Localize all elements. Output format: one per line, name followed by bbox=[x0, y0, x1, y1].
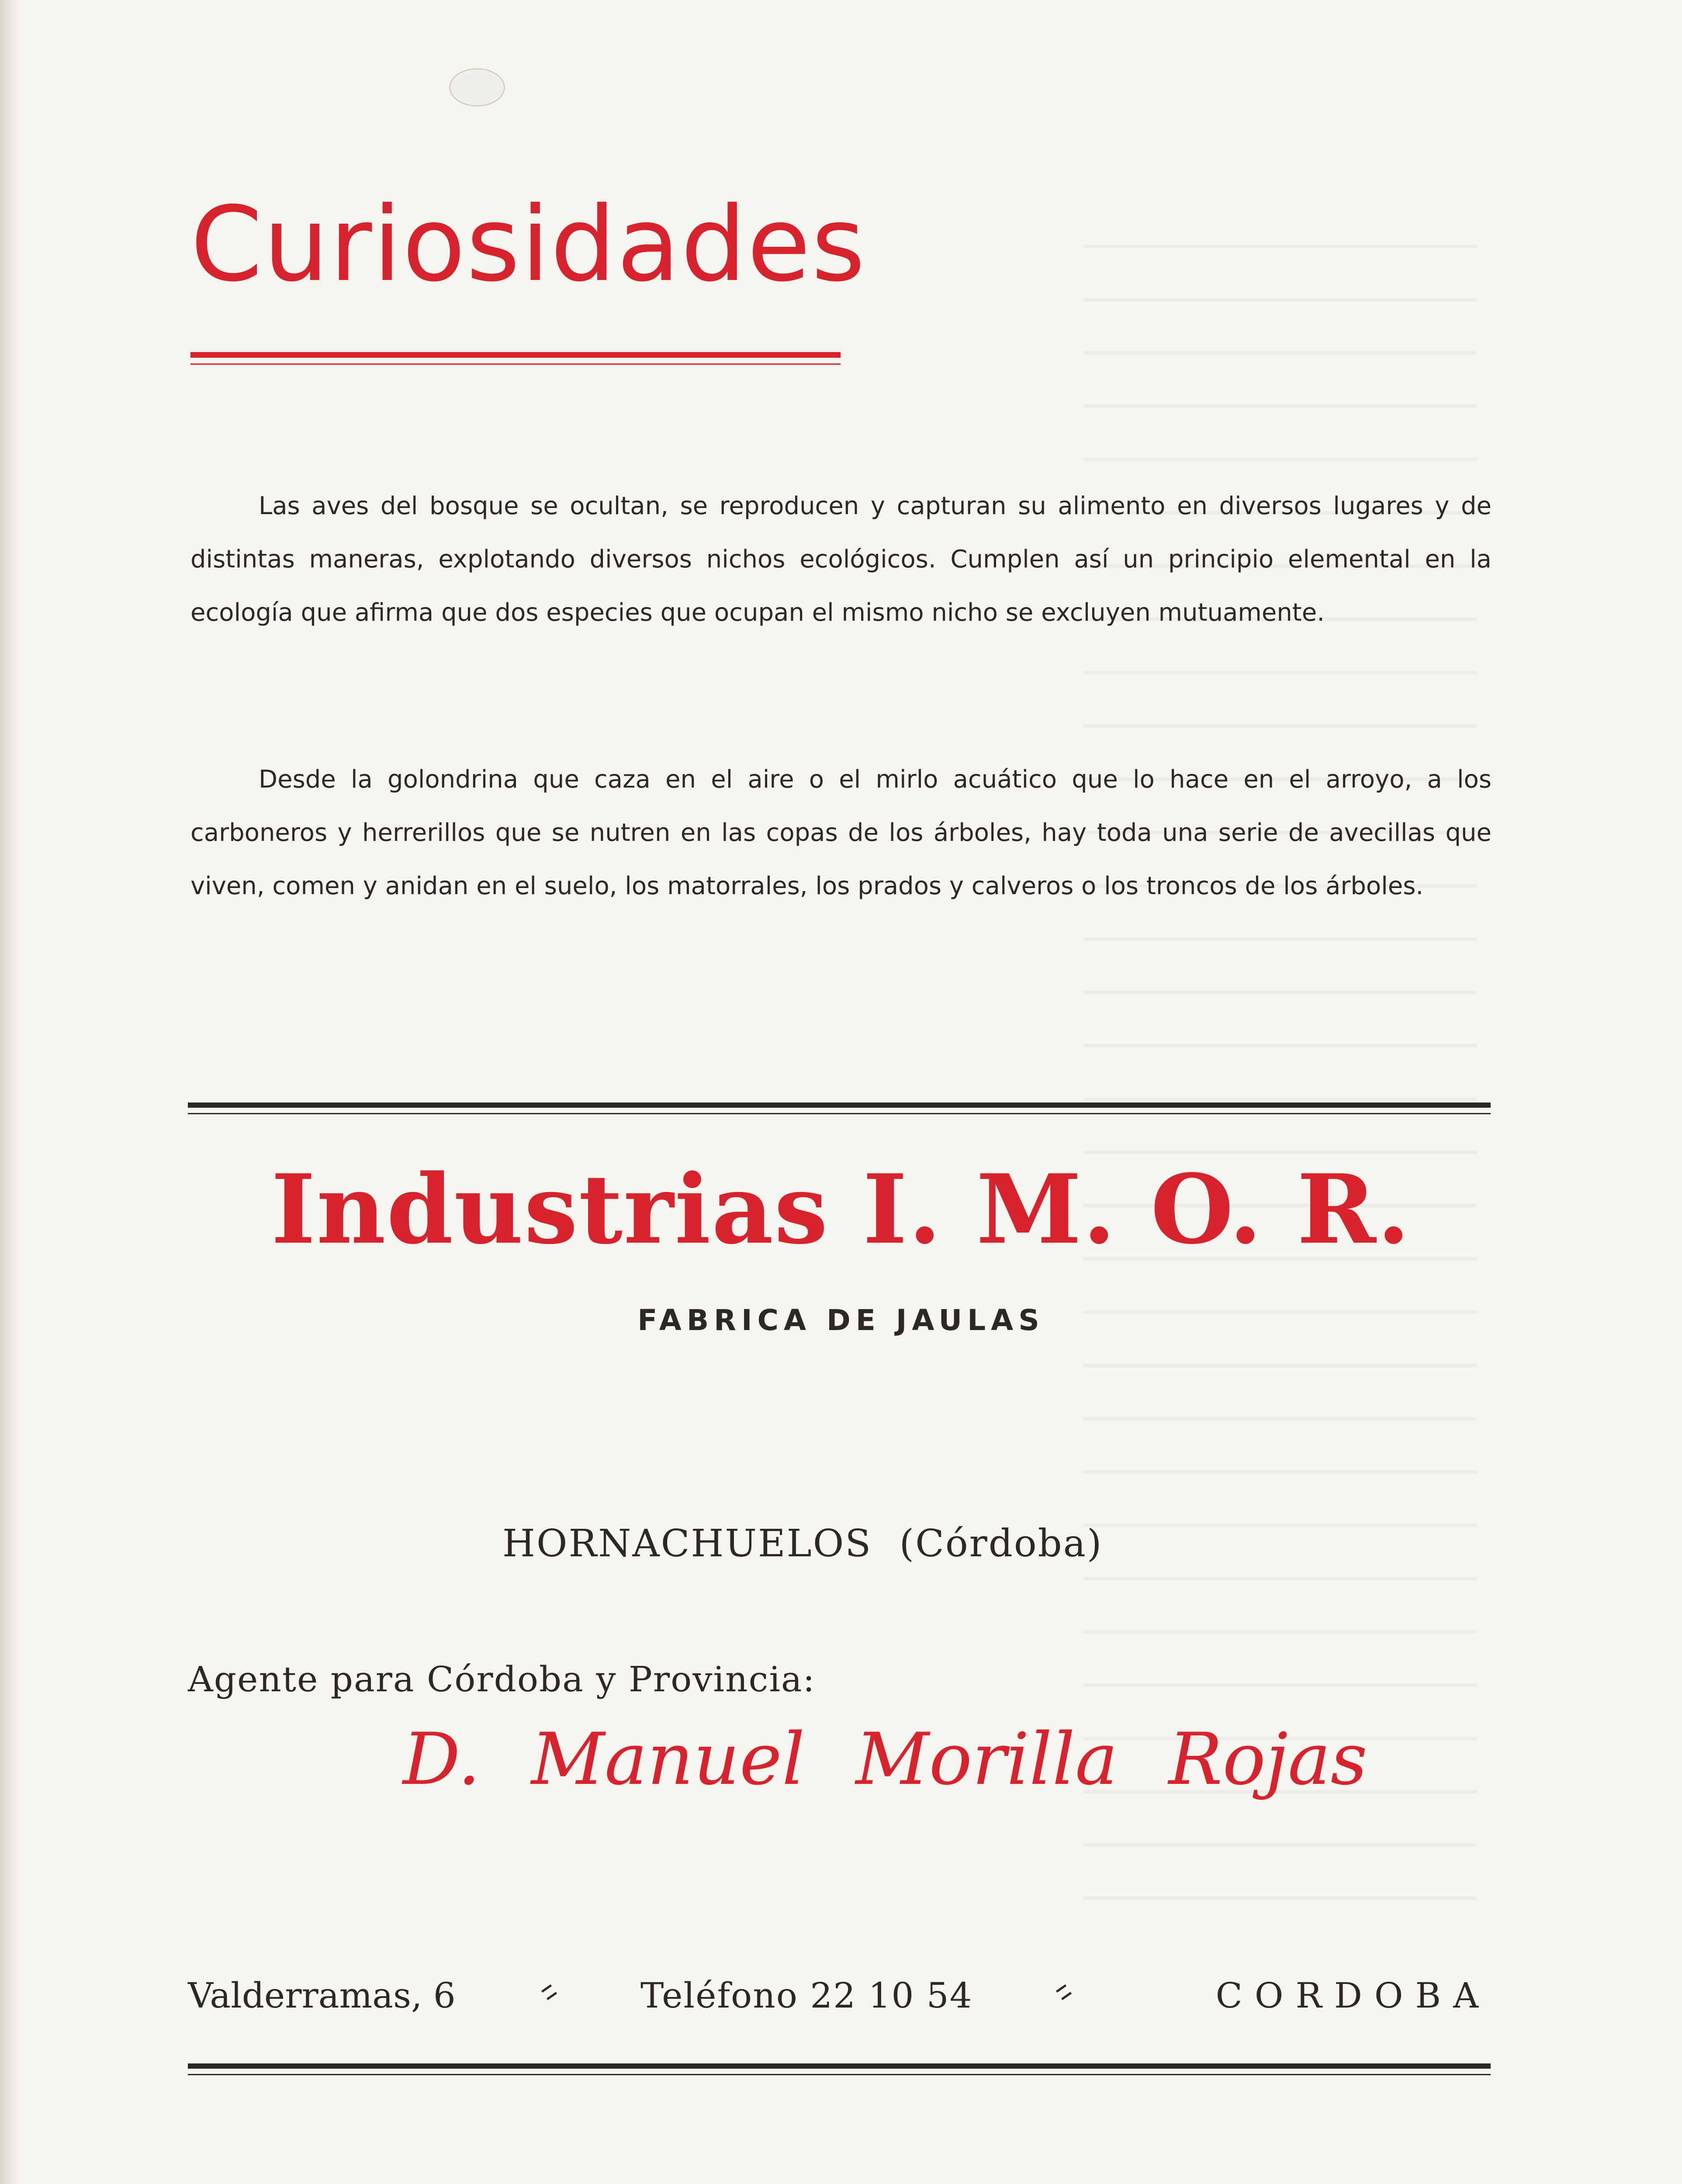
company-name: Industrias I. M. O. R. bbox=[271, 1154, 1411, 1265]
agent-name: D. Manuel Morilla Rojas bbox=[403, 1717, 1367, 1801]
ad-top-rule-thin bbox=[188, 1113, 1491, 1114]
ad-top-rule bbox=[188, 1102, 1491, 1108]
article-paragraph-2: Desde la golondrina que caza en el aire o el mirlo acuático que lo hace en el arroyo, a los carboneros y herrerillos que se nutren en las copas de los árboles, hay toda una serie de avecillas que viven, comen y anidan en el suelo, los matorrales, los prados y calveros o los troncos de los árboles. bbox=[190, 765, 1492, 900]
title-underline bbox=[190, 352, 841, 358]
article-paragraph-1: Las aves del bosque se ocultan, se reproducen y capturan su alimento en diversos lugares y de distintas maneras, explotando diversos nichos ecológicos. Cumplen así un principio elemental en la ecología que afirma que dos especies que ocupan el mismo nicho se excluyen mutuamente. bbox=[190, 492, 1492, 627]
punch-hole bbox=[449, 68, 505, 107]
company-subtitle: FABRICA DE JAULAS bbox=[637, 1303, 1045, 1337]
agent-label: Agente para Córdoba y Provincia: bbox=[188, 1659, 816, 1700]
ad-bottom-rule-thin bbox=[188, 2074, 1491, 2075]
article-title: Curiosidades bbox=[190, 184, 866, 304]
title-underline-thin bbox=[190, 363, 841, 365]
ad-bottom-rule bbox=[188, 2063, 1491, 2069]
separator-icon bbox=[1056, 1984, 1072, 2000]
agent-city: CORDOBA bbox=[1215, 1975, 1491, 2016]
ad-footer bbox=[188, 1975, 1491, 2023]
separator-icon bbox=[541, 1984, 557, 2000]
agent-phone: Teléfono 22 10 54 bbox=[640, 1975, 973, 2016]
agent-address: Valderramas, 6 bbox=[188, 1975, 456, 2016]
company-location: HORNACHUELOS (Córdoba) bbox=[502, 1522, 1103, 1565]
